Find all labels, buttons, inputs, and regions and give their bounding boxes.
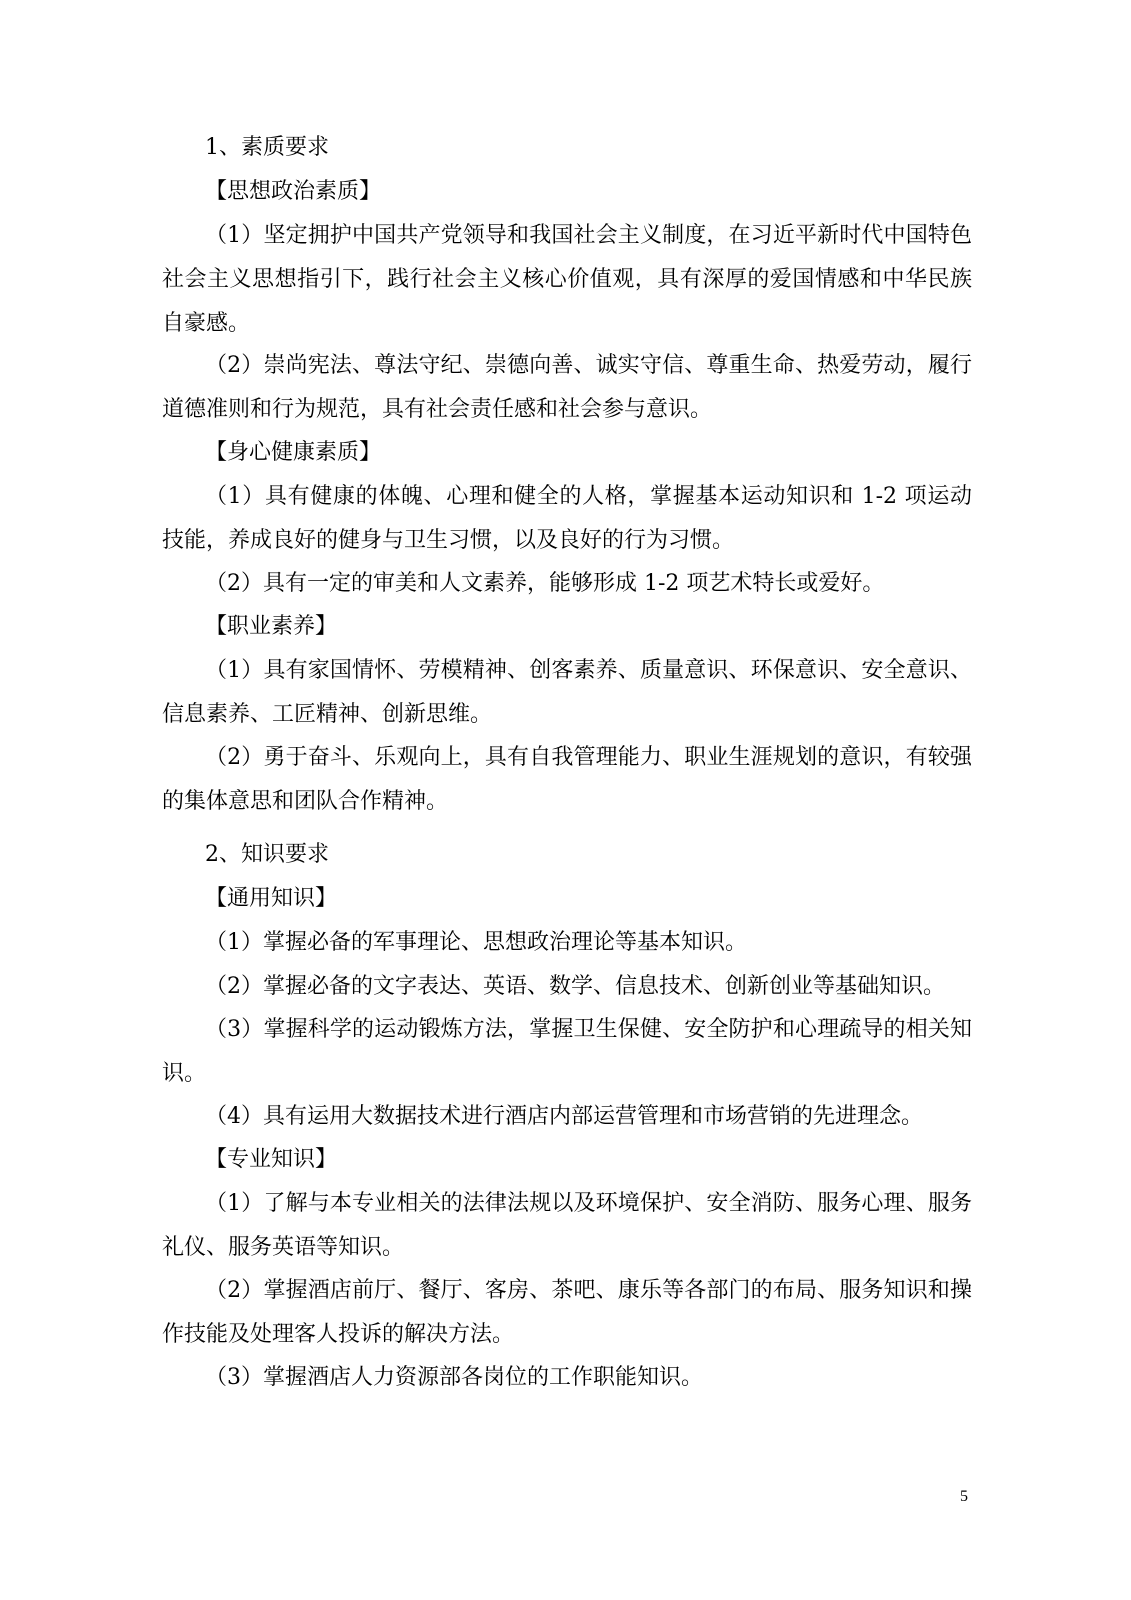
- group-title-political: 【思想政治素质】: [205, 179, 382, 204]
- page-number: 5: [960, 1488, 968, 1505]
- section-heading-quality: 1、素质要求: [205, 135, 329, 160]
- paragraph: （1）掌握必备的军事理论、思想政治理论等基本知识。: [205, 930, 747, 955]
- paragraph: （2）具有一定的审美和人文素养，能够形成 1-2 项艺术特长或爱好。: [205, 571, 885, 596]
- paragraph: （3）掌握酒店人力资源部各岗位的工作职能知识。: [205, 1365, 703, 1390]
- paragraph: （2）勇于奋斗、乐观向上，具有自我管理能力、职业生涯规划的意识，有较强的集体意思和团队合作精神。: [162, 745, 972, 814]
- paragraph: （1）具有家国情怀、劳模精神、创客素养、质量意识、环保意识、安全意识、信息素养、工匠精神、创新思维。: [162, 658, 972, 727]
- group-title-general: 【通用知识】: [205, 886, 338, 911]
- paragraph: （2）掌握必备的文字表达、英语、数学、信息技术、创新创业等基础知识。: [205, 974, 945, 999]
- section-heading-knowledge: 2、知识要求: [205, 842, 329, 867]
- paragraph: （1）坚定拥护中国共产党领导和我国社会主义制度，在习近平新时代中国特色社会主义思想指引下，践行社会主义核心价值观，具有深厚的爱国情感和中华民族自豪感。: [162, 223, 972, 336]
- paragraph: （3）掌握科学的运动锻炼方法，掌握卫生保健、安全防护和心理疏导的相关知识。: [162, 1017, 972, 1086]
- group-title-health: 【身心健康素质】: [205, 440, 382, 465]
- group-title-professionalism: 【职业素养】: [205, 614, 338, 639]
- paragraph: （1）具有健康的体魄、心理和健全的人格，掌握基本运动知识和 1-2 项运动技能，养成良好的健身与卫生习惯，以及良好的行为习惯。: [162, 484, 972, 553]
- paragraph: （4）具有运用大数据技术进行酒店内部运营管理和市场营销的先进理念。: [205, 1104, 923, 1129]
- paragraph: （2）崇尚宪法、尊法守纪、崇德向善、诚实守信、尊重生命、热爱劳动，履行道德准则和行为规范，具有社会责任感和社会参与意识。: [162, 353, 972, 422]
- paragraph: （2）掌握酒店前厅、餐厅、客房、茶吧、康乐等各部门的布局、服务知识和操作技能及处理客人投诉的解决方法。: [162, 1278, 972, 1347]
- group-title-professional: 【专业知识】: [205, 1147, 338, 1172]
- paragraph: （1）了解与本专业相关的法律法规以及环境保护、安全消防、服务心理、服务礼仪、服务英语等知识。: [162, 1191, 972, 1260]
